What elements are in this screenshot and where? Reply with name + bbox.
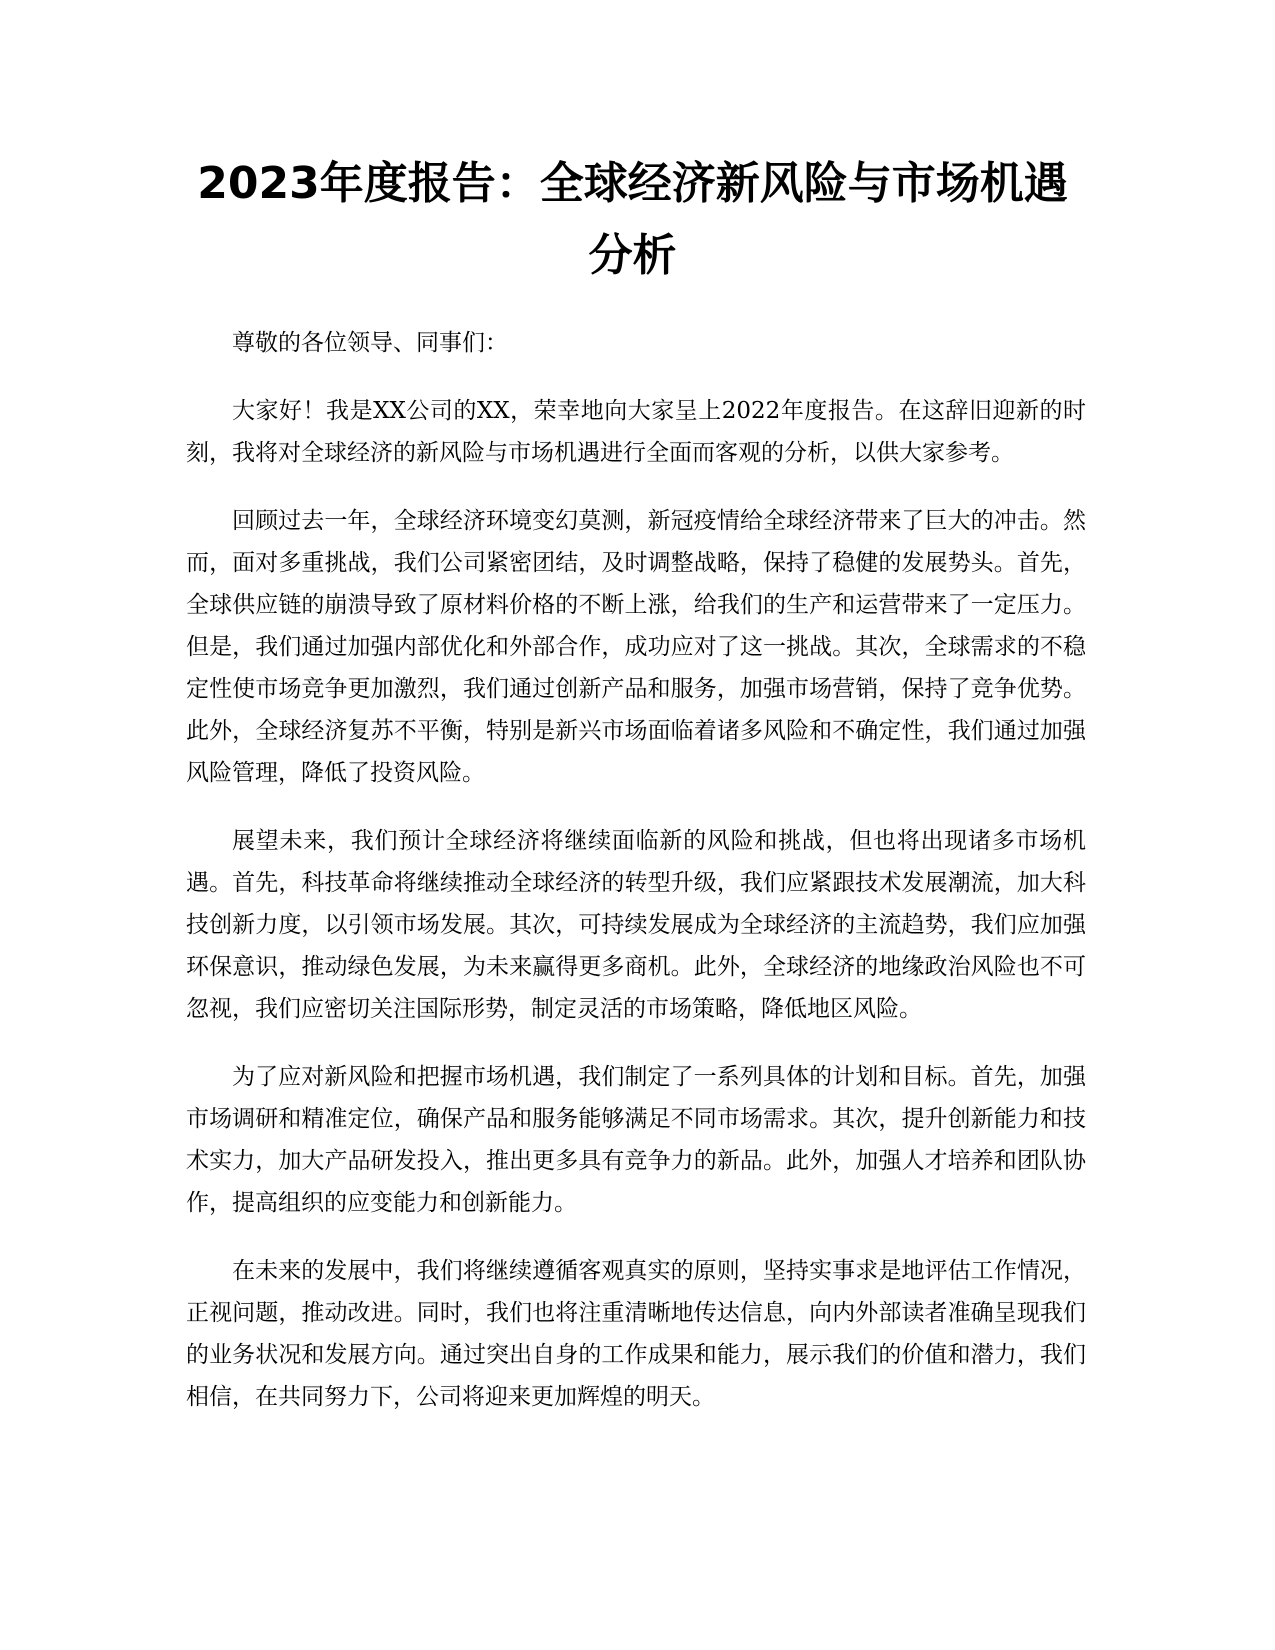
- review-paragraph: 回顾过去一年，全球经济环境变幻莫测，新冠疫情给全球经济带来了巨大的冲击。然而，面对多重挑战，我们公司紧密团结，及时调整战略，保持了稳健的发展势头。首先，全球供应链的崩溃导致了原材料价格的不断上涨，给我们的生产和运营带来了一定压力。但是，我们通过加强内部优化和外部合作，成功应对了这一挑战。其次，全球需求的不稳定性使市场竞争更加激烈，我们通过创新产品和服务，加强市场营销，保持了竞争优势。此外，全球经济复苏不平衡，特别是新兴市场面临着诸多风险和不确定性，我们通过加强风险管理，降低了投资风险。: [186, 508, 1086, 786]
- outlook-paragraph: 展望未来，我们预计全球经济将继续面临新的风险和挑战，但也将出现诸多市场机遇。首先，科技革命将继续推动全球经济的转型升级，我们应紧跟技术发展潮流，加大科技创新力度，以引领市场发展。其次，可持续发展成为全球经济的主流趋势，我们应加强环保意识，推动绿色发展，为未来赢得更多商机。此外，全球经济的地缘政治风险也不可忽视，我们应密切关注国际形势，制定灵活的市场策略，降低地区风险。: [186, 828, 1086, 1022]
- salutation-paragraph: 尊敬的各位领导、同事们：: [232, 330, 508, 356]
- document-title: 2023年度报告：全球经济新风险与市场机遇分析: [197, 158, 1068, 281]
- document-body: [186, 322, 1086, 1444]
- plan-paragraph: 为了应对新风险和把握市场机遇，我们制定了一系列具体的计划和目标。首先，加强市场调研和精准定位，确保产品和服务能够满足不同市场需求。其次，提升创新能力和技术实力，加大产品研发投入，推出更多具有竞争力的新品。此外，加强人才培养和团队协作，提高组织的应变能力和创新能力。: [186, 1064, 1086, 1216]
- closing-paragraph: 在未来的发展中，我们将继续遵循客观真实的原则，坚持实事求是地评估工作情况，正视问题，推动改进。同时，我们也将注重清晰地传达信息，向内外部读者准确呈现我们的业务状况和发展方向。通过突出自身的工作成果和能力，展示我们的价值和潜力，我们相信，在共同努力下，公司将迎来更加辉煌的明天。: [186, 1258, 1086, 1410]
- intro-paragraph: 大家好！我是XX公司的XX，荣幸地向大家呈上2022年度报告。在这辞旧迎新的时刻，我将对全球经济的新风险与市场机遇进行全面而客观的分析，以供大家参考。: [186, 398, 1086, 466]
